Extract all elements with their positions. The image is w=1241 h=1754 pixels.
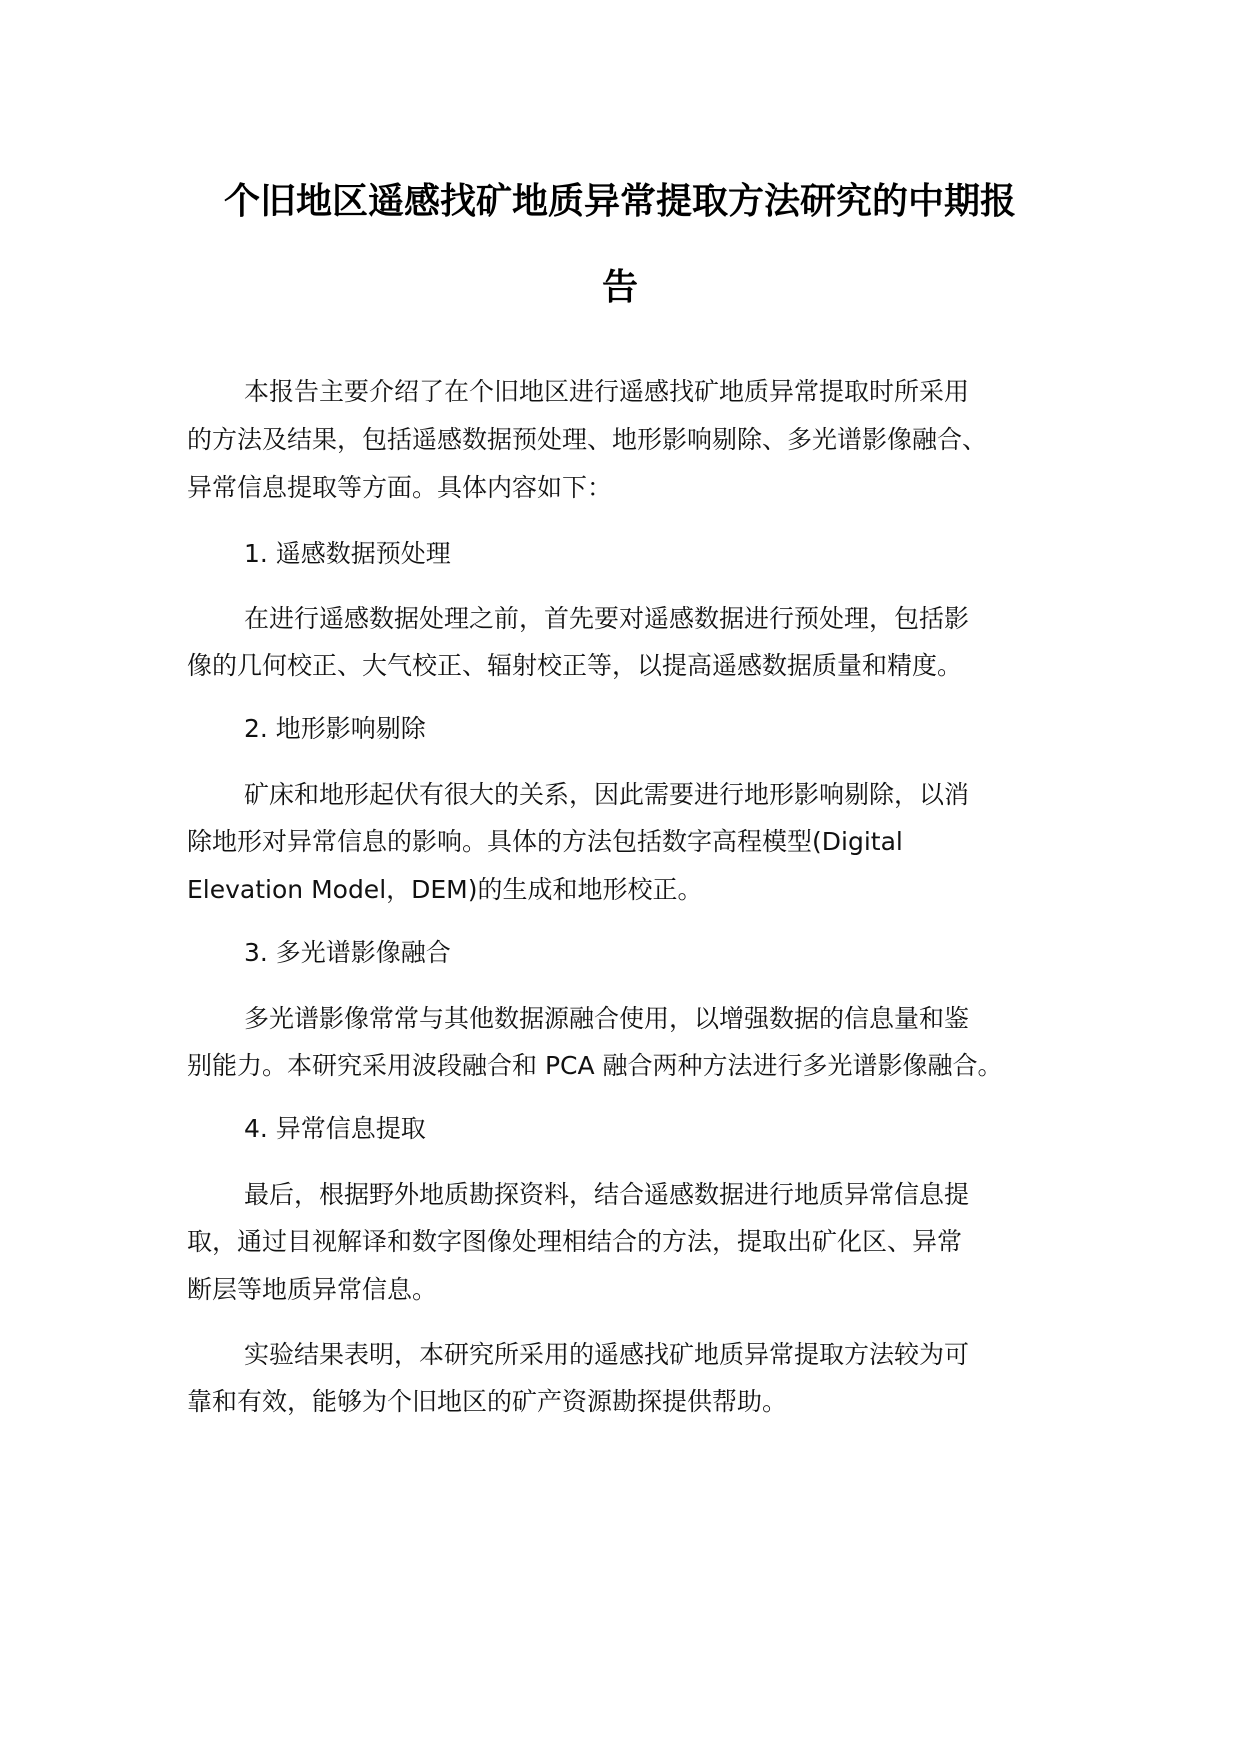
- intro-paragraph-line: 的方法及结果，包括遥感数据预处理、地形影响剔除、多光谱影像融合、: [187, 425, 988, 454]
- conclusion-paragraph-line: 实验结果表明，本研究所采用的遥感找矿地质异常提取方法较为可: [244, 1340, 970, 1369]
- document-title-line-1: 个旧地区遥感找矿地质异常提取方法研究的中期报: [223, 181, 1016, 222]
- section-paragraph-line: Elevation Model，DEM)的生成和地形校正。: [187, 875, 703, 904]
- section-paragraph-line: 除地形对异常信息的影响。具体的方法包括数字高程模型(Digital: [187, 827, 903, 856]
- section-heading: 2. 地形影响剔除: [244, 714, 426, 743]
- section-paragraph-line: 多光谱影像常常与其他数据源融合使用，以增强数据的信息量和鉴: [244, 1004, 970, 1033]
- section-heading: 4. 异常信息提取: [244, 1114, 426, 1143]
- section-heading: 3. 多光谱影像融合: [244, 938, 451, 967]
- intro-paragraph-line: 本报告主要介绍了在个旧地区进行遥感找矿地质异常提取时所采用: [244, 377, 970, 406]
- section-paragraph-line: 别能力。本研究采用波段融合和 PCA 融合两种方法进行多光谱影像融合。: [187, 1051, 1003, 1080]
- document-title-line-2: 告: [601, 267, 638, 308]
- section-paragraph-line: 像的几何校正、大气校正、辐射校正等，以提高遥感数据质量和精度。: [187, 651, 963, 680]
- section-heading: 1. 遥感数据预处理: [244, 539, 451, 568]
- section-paragraph-line: 最后，根据野外地质勘探资料，结合遥感数据进行地质异常信息提: [244, 1180, 970, 1209]
- section-paragraph-line: 取，通过目视解译和数字图像处理相结合的方法，提取出矿化区、异常: [187, 1227, 963, 1256]
- section-paragraph-line: 断层等地质异常信息。: [187, 1275, 438, 1304]
- intro-paragraph-line: 异常信息提取等方面。具体内容如下：: [187, 473, 613, 502]
- conclusion-paragraph-line: 靠和有效，能够为个旧地区的矿产资源勘探提供帮助。: [187, 1387, 788, 1416]
- section-paragraph-line: 在进行遥感数据处理之前，首先要对遥感数据进行预处理，包括影: [244, 604, 970, 633]
- section-paragraph-line: 矿床和地形起伏有很大的关系，因此需要进行地形影响剔除，以消: [244, 780, 970, 809]
